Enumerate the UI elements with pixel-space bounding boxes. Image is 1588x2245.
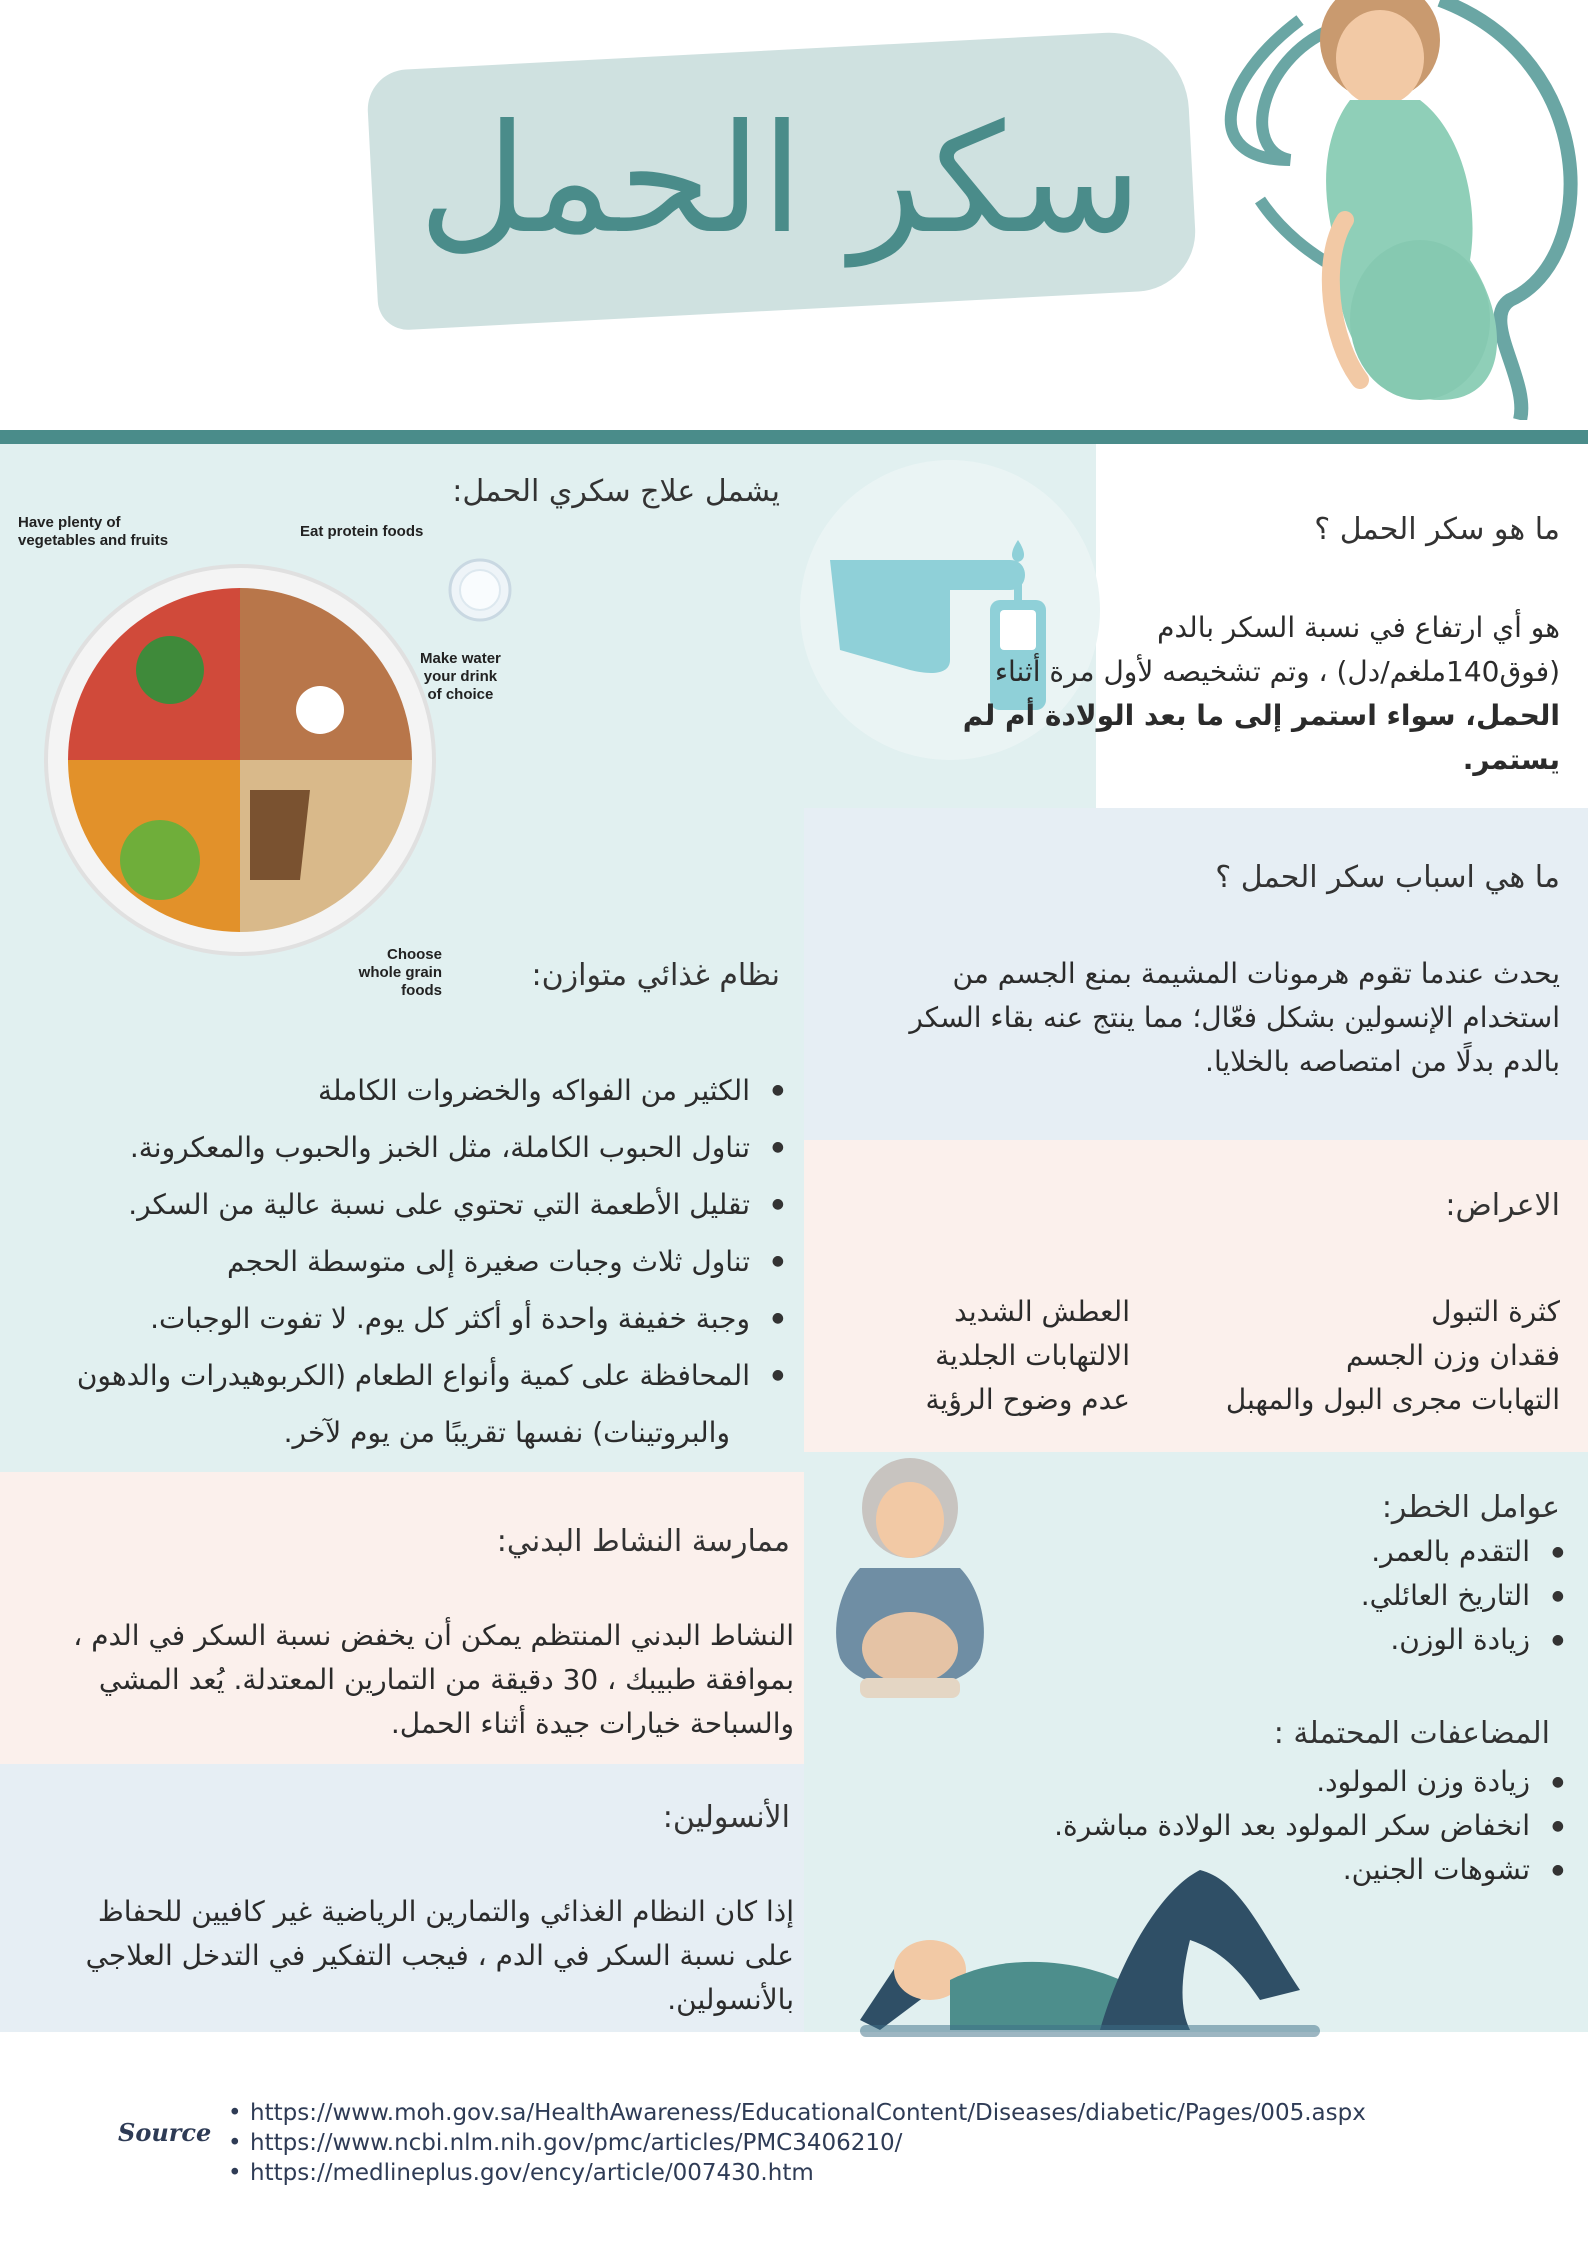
source-link[interactable]: • https://www.moh.gov.sa/HealthAwareness/EducationalContent/Diseases/diabetic/Pages/005.aspx (228, 2098, 1366, 2128)
what-is-line-1: هو أي ارتفاع في نسبة السكر بالدم (1157, 611, 1560, 644)
causes-text (840, 952, 1560, 1084)
pregnant-woman-icon (1180, 0, 1588, 420)
diet-item: ● تقليل الأطعمة التي تحتوي على نسبة عالية من السكر. (20, 1176, 750, 1233)
plate-label-vegetables (18, 514, 168, 550)
symptom-item: الالتهابات الجلدية (935, 1339, 1130, 1372)
plate-label-water-line1: Make water (420, 650, 501, 667)
source-list (228, 2098, 1366, 2188)
diet-item-continuation: والبروتينات) نفسها تقريبًا من يوم لآخر. (283, 1416, 730, 1449)
insulin-text (20, 1890, 794, 2022)
diet-item: ● الكثير من الفواكه والخضروات الكاملة (20, 1062, 750, 1119)
plate-label-water-line2: your drink (423, 668, 498, 685)
risk-list (1100, 1530, 1564, 1662)
plate-label-grain (356, 946, 442, 1000)
causes-line-2: استخدام الإنسولين بشكل فعّال؛ مما ينتج عنه بقاء السكر (909, 1001, 1560, 1034)
what-is-text (900, 606, 1560, 782)
complication-item: ● تشوهات الجنين. (900, 1848, 1530, 1892)
plate-label-water (420, 650, 501, 704)
diet-heading: نظام غذائي متوازن: (531, 958, 780, 993)
insulin-heading: الأنسولين: (662, 1800, 790, 1835)
plate-label-grain-line1: Choose (386, 946, 442, 963)
page-title: سكر الحمل (418, 93, 1142, 267)
woman-lying-icon (860, 1870, 1340, 2040)
header-divider (0, 430, 1588, 444)
what-is-line-3: الحمل، سواء استمر إلى ما بعد الولادة أم لم يستمر. (962, 699, 1560, 776)
insulin-line-2: على نسبة السكر في الدم ، فيجب التفكير في التدخل العلاجي (85, 1939, 794, 1972)
plate-label-grain-line3: foods (401, 982, 442, 999)
causes-line-1: يحدث عندما تقوم هرمونات المشيمة بمنع الجسم من (952, 957, 1560, 990)
plate-label-veg-line2: vegetables and fruits (18, 532, 169, 549)
source-link[interactable]: • https://www.ncbi.nlm.nih.gov/pmc/articles/PMC3406210/ (228, 2128, 1366, 2158)
diet-item: ● تناول ثلاث وجبات صغيرة إلى متوسطة الحجم (20, 1233, 750, 1290)
plate-label-veg-line1: Have plenty of (18, 514, 121, 531)
causes-heading: ما هي اسباب سكر الحمل ؟ (1215, 860, 1560, 895)
treatment-heading: يشمل علاج سكري الحمل: (452, 474, 780, 509)
risk-heading: عوامل الخطر: (1381, 1490, 1560, 1525)
symptoms-heading: الاعراض: (1445, 1188, 1560, 1223)
plate-label-protein: Eat protein foods (300, 523, 424, 540)
plate-label-grain-line2: whole grain (358, 964, 442, 981)
exercise-heading: ممارسة النشاط البدني: (496, 1524, 790, 1559)
what-is-heading: ما هو سكر الحمل ؟ (1314, 512, 1560, 547)
diet-item: ● وجبة خفيفة واحدة أو أكثر كل يوم. لا تفوت الوجبات. (20, 1290, 750, 1347)
causes-line-3: بالدم بدلًا من امتصاصه بالخلايا. (1205, 1045, 1560, 1078)
exercise-line-3: والسباحة خيارات جيدة أثناء الحمل. (390, 1707, 794, 1740)
exercise-text (4, 1614, 794, 1746)
symptom-item: عدم وضوح الرؤية (925, 1383, 1130, 1416)
symptoms-left-column (840, 1290, 1130, 1422)
exercise-line-2: بموافقة طبيبك ، 30 دقيقة من التمارين المعتدلة. يُعد المشي (98, 1663, 794, 1696)
plate-icon (40, 560, 460, 960)
woman-sitting-icon (820, 1458, 1000, 1708)
symptom-item: العطش الشديد (954, 1295, 1130, 1328)
insulin-line-1: إذا كان النظام الغذائي والتمارين الرياضية غير كافيين للحفاظ (97, 1895, 794, 1928)
complication-item: ● زيادة وزن المولود. (900, 1760, 1530, 1804)
diet-list (20, 1062, 784, 1404)
symptoms-right-column (1160, 1290, 1560, 1422)
what-is-line-2: (فوق140ملغم/دل) ، وتم تشخيصه لأول مرة أثناء (994, 655, 1560, 688)
source-link[interactable]: • https://medlineplus.gov/ency/article/007430.htm (228, 2158, 1366, 2188)
source-label: Source (118, 2118, 212, 2147)
plate-label-water-line3: of choice (427, 686, 494, 703)
exercise-line-1: النشاط البدني المنتظم يمكن أن يخفض نسبة السكر في الدم ، (73, 1619, 794, 1652)
complications-heading: المضاعفات المحتملة : (1273, 1716, 1550, 1751)
complication-item: ● انخفاض سكر المولود بعد الولادة مباشرة. (900, 1804, 1530, 1848)
symptom-item: كثرة التبول (1431, 1295, 1560, 1328)
symptom-item: التهابات مجرى البول والمهبل (1225, 1383, 1560, 1416)
risk-item: ● التقدم بالعمر. (1100, 1530, 1530, 1574)
risk-item: ● التاريخ العائلي. (1100, 1574, 1530, 1618)
diet-item: ● المحافظة على كمية وأنواع الطعام (الكربوهيدرات والدهون (20, 1347, 750, 1404)
diet-item: ● تناول الحبوب الكاملة، مثل الخبز والحبوب والمعكرونة. (20, 1119, 750, 1176)
insulin-line-3: بالأنسولين. (667, 1983, 794, 2016)
risk-item: ● زيادة الوزن. (1100, 1618, 1530, 1662)
symptom-item: فقدان وزن الجسم (1346, 1339, 1560, 1372)
water-glass-icon (445, 555, 515, 625)
